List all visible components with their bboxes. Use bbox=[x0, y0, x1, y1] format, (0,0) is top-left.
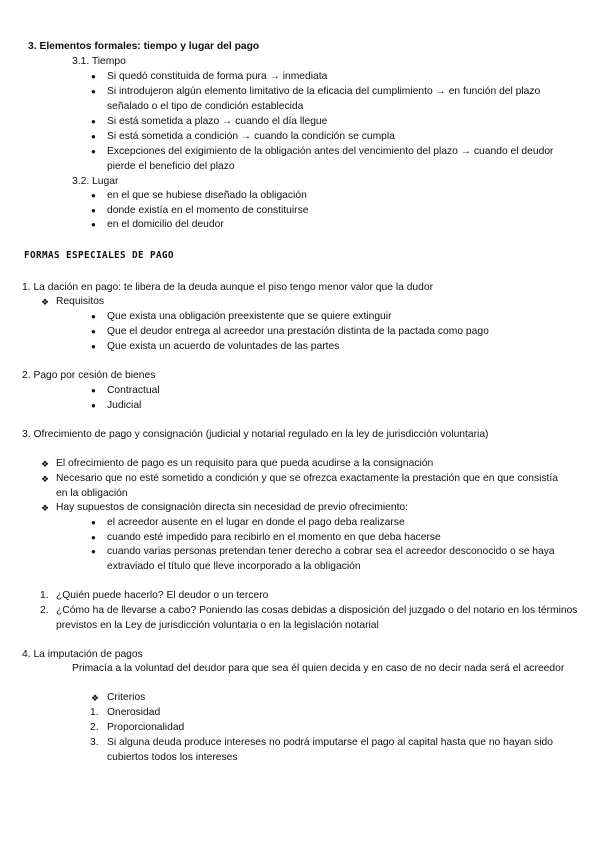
bullet-icon: ● bbox=[91, 547, 96, 556]
list-item: Onerosidad bbox=[107, 707, 161, 718]
list-item: Si está sometida a plazo → cuando el día llegue bbox=[107, 116, 328, 127]
list-item: Si está sometida a condición → cuando la condición se cumpla bbox=[107, 131, 395, 142]
section-heading: FORMAS ESPECIALES DE PAGO bbox=[24, 250, 174, 261]
bullet-icon: ● bbox=[91, 72, 96, 81]
diamond-bullet-icon: ❖ bbox=[41, 474, 50, 484]
list-item: Excepciones del exigimiento de la obligación antes del vencimiento del plazo → cuando el deudor pierde el beneficio del plazo bbox=[107, 146, 554, 172]
list-item: Criterios bbox=[107, 692, 146, 703]
section-3-title: 3. Elementos formales: tiempo y lugar del pago bbox=[28, 41, 260, 52]
bullet-icon: ● bbox=[91, 401, 96, 410]
diamond-bullet-icon: ❖ bbox=[41, 459, 50, 469]
bullet-icon: ● bbox=[91, 147, 96, 156]
diamond-bullet-icon: ❖ bbox=[41, 297, 50, 307]
bullet-icon: ● bbox=[91, 312, 96, 321]
bullet-icon: ● bbox=[91, 386, 96, 395]
bullet-icon: ● bbox=[91, 132, 96, 141]
list-item: Hay supuestos de consignación directa sin necesidad de previo ofrecimiento: bbox=[56, 502, 409, 513]
bullet-icon: ● bbox=[91, 533, 96, 542]
paragraph: Primacía a la voluntad del deudor para que sea él quien decida y en caso de no decir nada será el acreedor bbox=[72, 663, 565, 674]
list-item: cuando esté impedido para recibirlo en el momento en que deba hacerse bbox=[107, 532, 441, 543]
subsection-lugar: 3.2. Lugar bbox=[72, 176, 119, 187]
diamond-bullet-icon: ❖ bbox=[91, 693, 100, 703]
list-item: Que exista un acuerdo de voluntades de las partes bbox=[107, 341, 340, 352]
list-item: Proporcionalidad bbox=[107, 722, 185, 733]
list-item: donde existía en el momento de constituirse bbox=[107, 205, 309, 216]
list-item: Necesario que no esté sometido a condición y que se ofrezca exactamente la prestación que en que consistía en la obligación bbox=[56, 473, 558, 499]
list-number: 2. bbox=[40, 605, 49, 616]
list-item: cuando varias personas pretendan tener derecho a cobrar sea el acreedor desconocido o se haya extraviado el título que lleve incorporado a la obligación bbox=[107, 546, 555, 572]
bullet-icon: ● bbox=[91, 191, 96, 200]
list-number: 1. bbox=[40, 590, 49, 601]
diamond-bullet-icon: ❖ bbox=[41, 503, 50, 513]
bullet-icon: ● bbox=[91, 206, 96, 215]
list-item: Si quedó constituida de forma pura → inmediata bbox=[107, 71, 328, 82]
list-item: Requisitos bbox=[56, 296, 105, 307]
list-item: en el domicilio del deudor bbox=[107, 219, 224, 230]
bullet-icon: ● bbox=[91, 327, 96, 336]
item-2: 2. Pago por cesión de bienes bbox=[22, 370, 156, 381]
bullet-icon: ● bbox=[91, 117, 96, 126]
list-item: Que el deudor entrega al acreedor una prestación distinta de la pactada como pago bbox=[107, 326, 489, 337]
item-3: 3. Ofrecimiento de pago y consignación (judicial y notarial regulado en la ley de jurisdicción voluntaria) bbox=[22, 429, 489, 440]
list-item: El ofrecimiento de pago es un requisito para que pueda acudirse a la consignación bbox=[56, 458, 434, 469]
bullet-icon: ● bbox=[91, 342, 96, 351]
item-4: 4. La imputación de pagos bbox=[22, 649, 143, 660]
item-1: 1. La dación en pago: te libera de la deuda aunque el piso tengo menor valor que la dudor bbox=[22, 282, 434, 293]
list-item: en el que se hubiese diseñado la obligación bbox=[107, 190, 307, 201]
bullet-icon: ● bbox=[91, 87, 96, 96]
list-number: 2. bbox=[90, 722, 99, 733]
list-item: Contractual bbox=[107, 385, 160, 396]
list-item: ¿Cómo ha de llevarse a cabo? Poniendo las cosas debidas a disposición del juzgado o del notario en los términos previstos en la Ley de jurisdicción voluntaria o en la legislación notarial bbox=[56, 605, 578, 631]
list-item: Si alguna deuda produce intereses no podrá imputarse el pago al capital hasta que no hayan sido cubiertos todos los intereses bbox=[107, 737, 553, 763]
list-item: Que exista una obligación preexistente que se quiere extinguir bbox=[107, 311, 392, 322]
bullet-icon: ● bbox=[91, 220, 96, 229]
list-number: 1. bbox=[90, 707, 99, 718]
list-number: 3. bbox=[90, 737, 99, 748]
subsection-tiempo: 3.1. Tiempo bbox=[72, 56, 126, 67]
list-item: Si introdujeron algún elemento limitativo de la eficacia del cumplimiento → en función del plazo señalado o el tipo de condición establecida bbox=[107, 86, 541, 112]
list-item: el acreedor ausente en el lugar en donde el pago deba realizarse bbox=[107, 517, 405, 528]
list-item: ¿Quién puede hacerlo? El deudor o un tercero bbox=[56, 590, 269, 601]
list-item: Judicial bbox=[107, 400, 142, 411]
bullet-icon: ● bbox=[91, 518, 96, 527]
